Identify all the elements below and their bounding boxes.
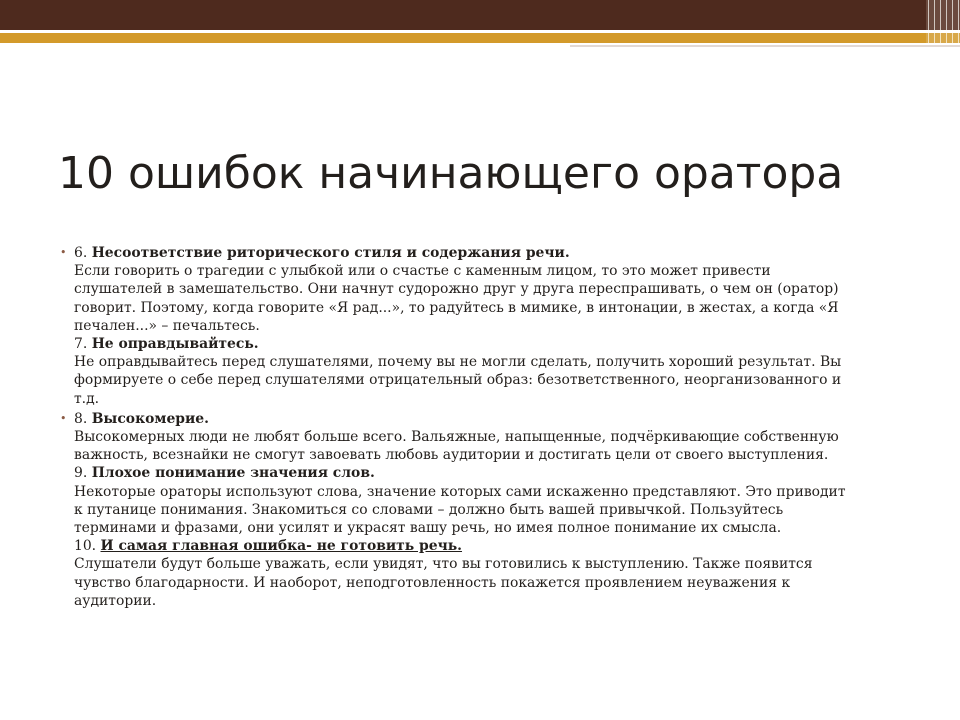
section-title: Плохое понимание значения слов. <box>91 465 375 482</box>
section-title: Несоответствие риторического стиля и содержания речи. <box>91 245 570 261</box>
bullet-dot-icon: • <box>60 411 67 425</box>
body-line: формируете о себе перед слушателями отрицательный образ: безответственного, неорганизованного и <box>74 372 842 389</box>
body-line: слушателей в замешательство. Они начнут судорожно друг у друга переспрашивать, о чем он (оратор) <box>74 281 839 298</box>
slide-title: 10 ошибок начинающего оратора <box>58 148 844 199</box>
section-number: 7. <box>74 336 88 353</box>
section-heading <box>74 335 900 353</box>
body-line: Слушатели будут больше уважать, если увидят, что вы готовились к выступлению. Также появится <box>74 556 813 573</box>
gold-line-stripes <box>926 33 960 43</box>
thin-divider-line <box>570 45 960 47</box>
body-line: аудитории. <box>74 592 157 609</box>
section-heading <box>74 464 900 482</box>
body-line: Высокомерных люди не любят больше всего. Вальяжные, напыщенные, подчёркивающие собственную <box>74 429 839 446</box>
body-line: Если говорить о трагедии с улыбкой или о счастье с каменным лицом, то это может привести <box>74 263 771 280</box>
section-title: И самая главная ошибка- не готовить речь. <box>100 538 463 555</box>
section-title: Высокомерие. <box>91 410 209 427</box>
body-line: говорит. Поэтому, когда говорите «Я рад...», то радуйтесь в мимике, в интонации, в жестах, а когда «Я <box>74 299 839 316</box>
section-number: 6. <box>74 245 88 261</box>
body-line: т.д. <box>74 390 100 407</box>
section-heading <box>74 244 900 262</box>
section-heading <box>74 410 900 428</box>
section-number: 8. <box>74 410 88 427</box>
body-line: к путанице понимания. Знакомиться со словами – должно быть вашей привычкой. Пользуйтесь <box>74 501 784 518</box>
body-line: Не оправдывайтесь перед слушателями, почему вы не могли сделать, получить хороший результат. Вы <box>74 354 842 371</box>
slide-content <box>60 244 900 612</box>
section-number: 9. <box>74 465 88 482</box>
body-line: важность, всезнайки не смогут завоевать любовь аудитории и достигать цели от своего выступления. <box>74 447 829 464</box>
top-bar-stripes <box>926 0 960 30</box>
body-line: печален...» – печальтесь. <box>74 317 260 334</box>
section-title: Не оправдывайтесь. <box>91 336 259 353</box>
body-line: терминами и фразами, они усилят и украсят вашу речь, но имея полное понимание их смысла. <box>74 520 782 537</box>
bullet-dot-icon: • <box>60 246 67 259</box>
body-line: Некоторые ораторы используют слова, значение которых сами искаженно представляют. Это приводит <box>74 483 846 500</box>
top-decorative-bar <box>0 0 960 30</box>
gold-accent-line <box>0 33 960 43</box>
section-heading <box>74 537 900 555</box>
body-line: чувство благодарности. И наоборот, неподготовленность покажется проявлением неуважения к <box>74 574 791 591</box>
bullet-block <box>60 410 900 610</box>
bullet-block <box>60 244 900 408</box>
section-number: 10. <box>74 538 97 555</box>
